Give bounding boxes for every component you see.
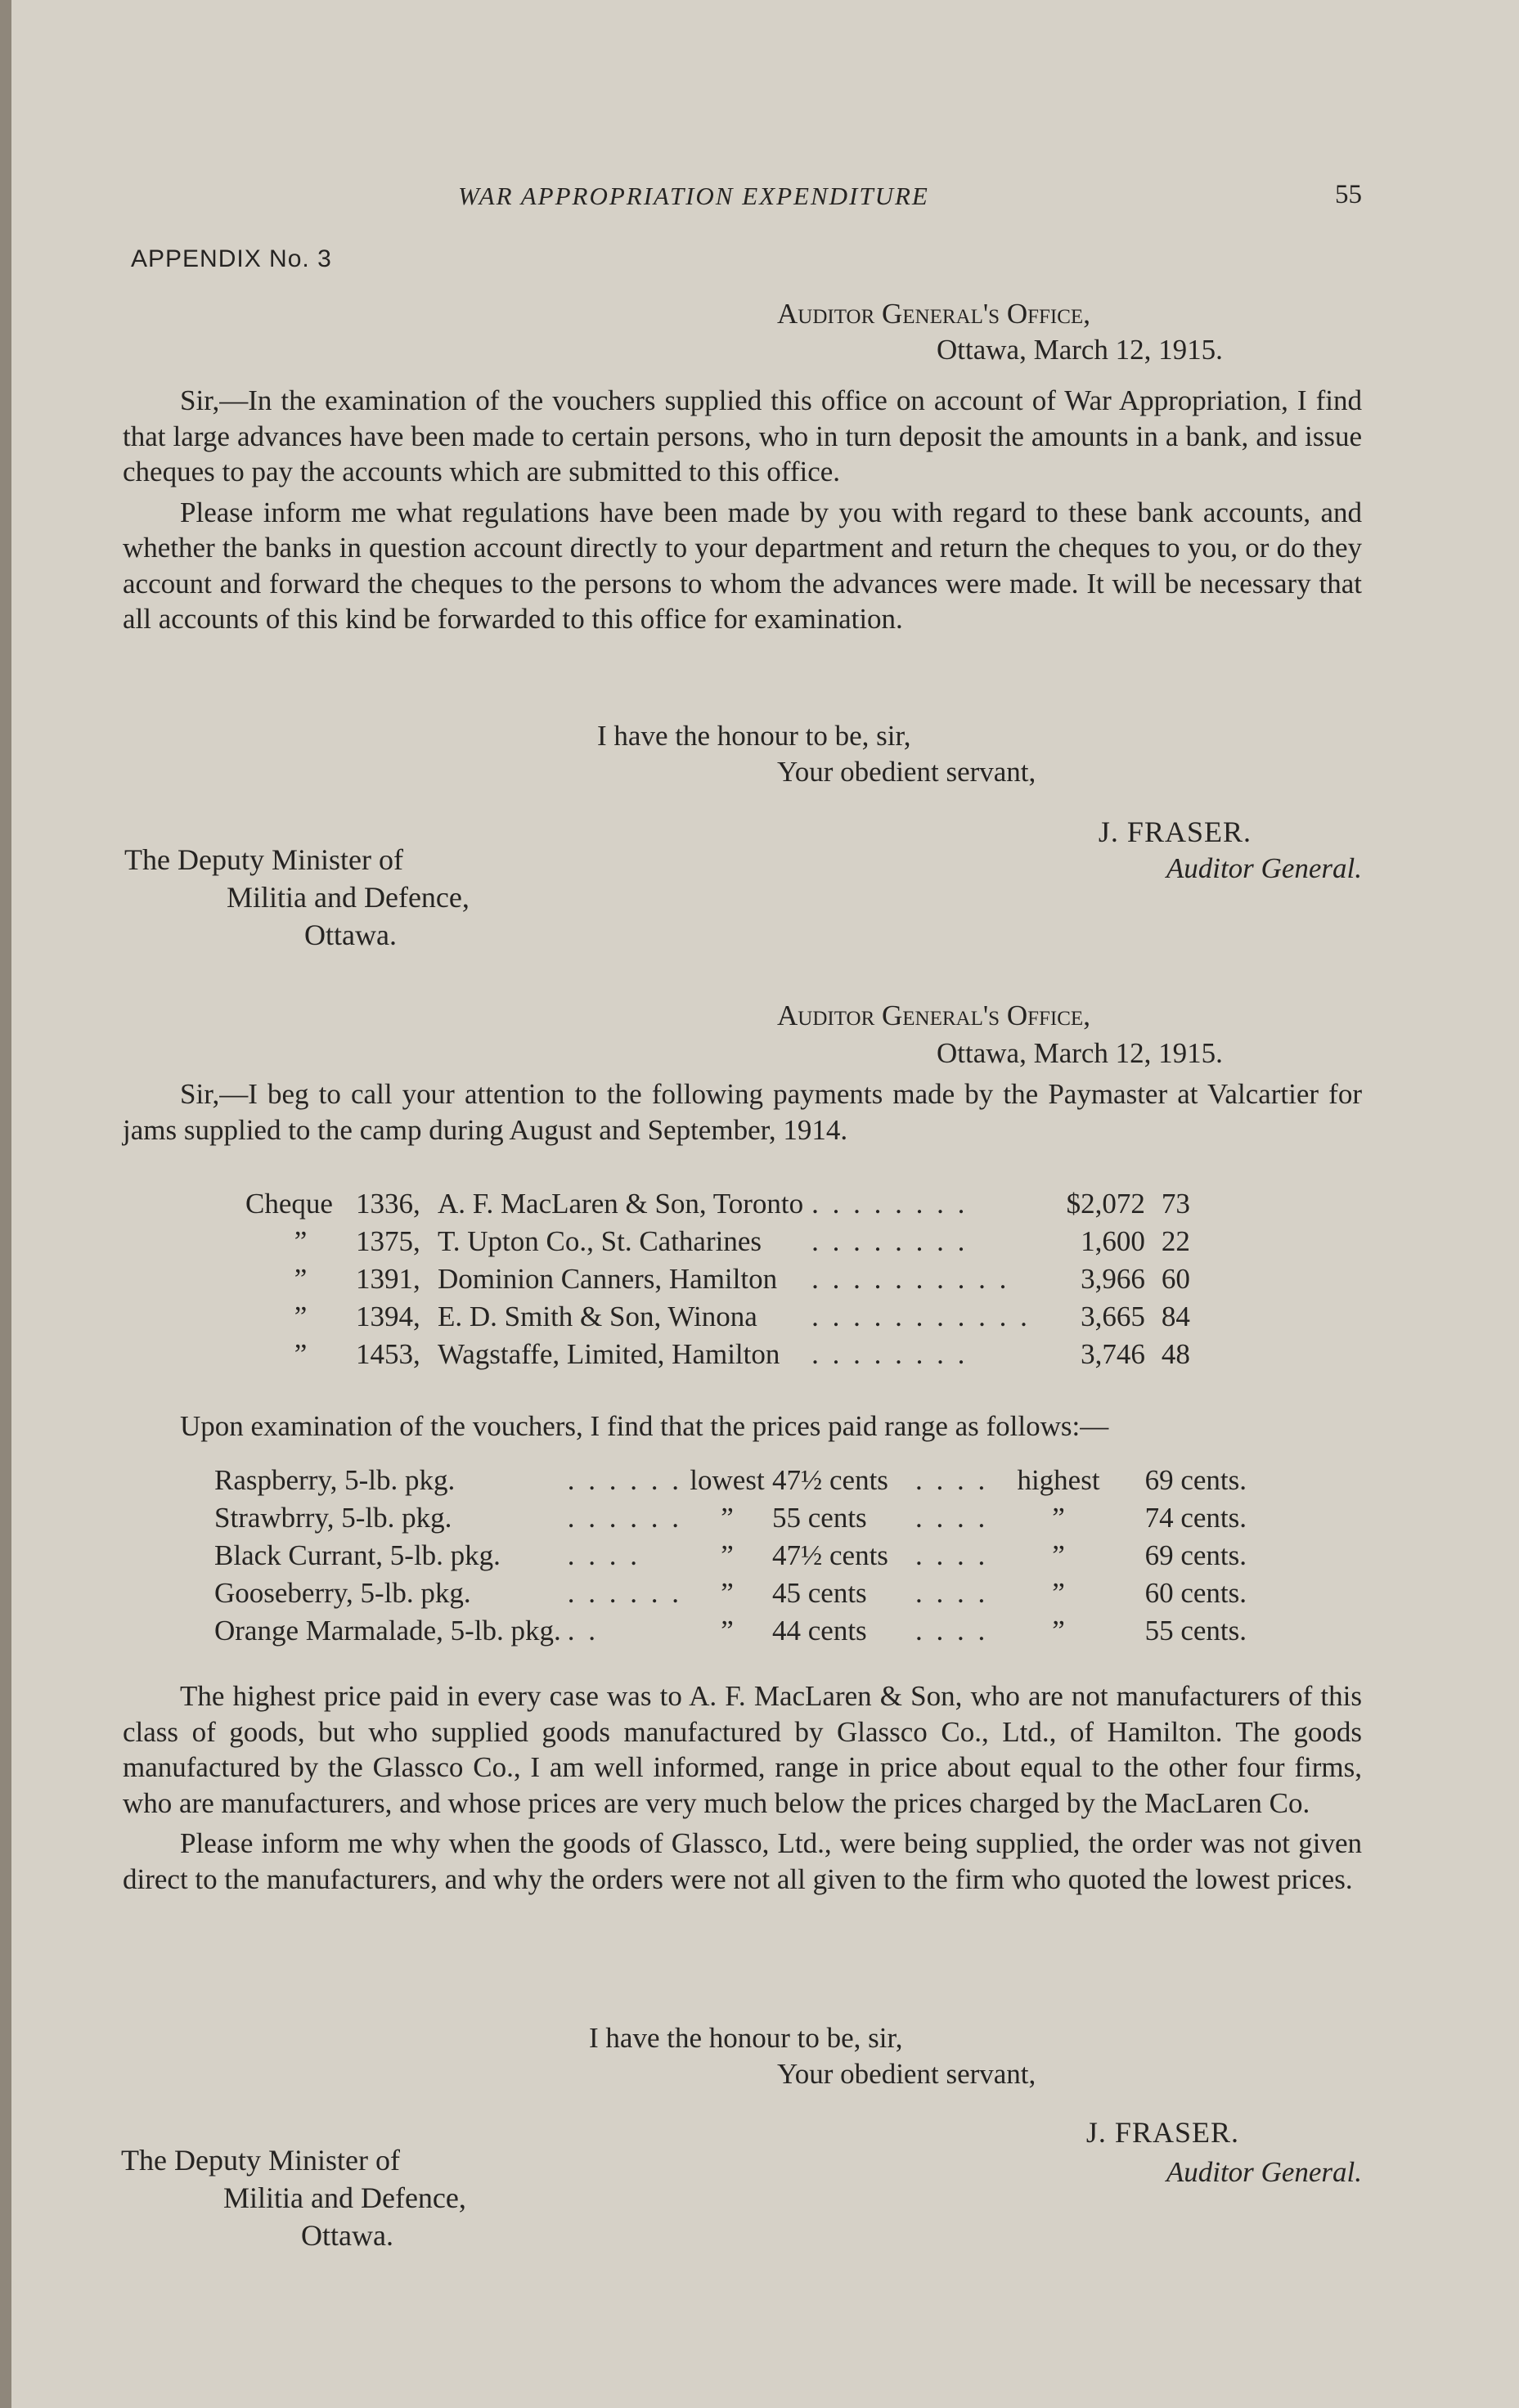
addressee-line: Militia and Defence, [223, 2181, 466, 2214]
price-row [214, 1502, 1247, 1539]
letter2-body [123, 1678, 1362, 1897]
high-price: 69 cents. [1144, 1464, 1247, 1496]
high-label: ” [1052, 1502, 1065, 1534]
price-row [214, 1615, 1247, 1652]
low-label: ” [721, 1502, 734, 1534]
dot-leader: . . . . [915, 1615, 989, 1647]
cheque-amount: 1,600 [1081, 1225, 1145, 1257]
high-price: 74 cents. [1144, 1502, 1247, 1534]
high-label: highest [1017, 1464, 1100, 1496]
letter2-closing-line: I have the honour to be, sir, [589, 2022, 903, 2054]
letter1-closing-line: Your obedient servant, [777, 756, 1036, 788]
price-table [214, 1464, 1247, 1652]
cheque-amount: 3,966 [1081, 1263, 1145, 1295]
low-label: lowest [690, 1464, 765, 1496]
letter2-office: Auditor General's Office, [777, 1000, 1090, 1031]
high-price: 69 cents. [1144, 1539, 1247, 1571]
cheque-table [245, 1188, 1190, 1376]
dot-leader: . . . . [915, 1539, 989, 1571]
price-item: Black Currant, 5-lb. pkg. [214, 1539, 501, 1571]
cheque-row [245, 1263, 1190, 1301]
letter1-paragraph: Sir,—In the examination of the vouchers supplied this office on account of War Appropriation, I find that large advances have been made to certain persons, who in turn deposit the amounts in a bank, and issue cheques to pay the accounts which are submitted to this office. [123, 384, 1362, 487]
low-label: ” [721, 1539, 734, 1571]
price-item: Orange Marmalade, 5-lb. pkg. [214, 1615, 561, 1647]
high-label: ” [1052, 1615, 1065, 1647]
dot-leader: . . . . . . . . [811, 1188, 968, 1220]
letter2-place-date: Ottawa, March 12, 1915. [937, 1037, 1223, 1069]
cheque-number: 1394, [356, 1301, 420, 1332]
high-price: 55 cents. [1144, 1615, 1247, 1647]
price-row [214, 1464, 1247, 1502]
letter1-place-date: Ottawa, March 12, 1915. [937, 334, 1223, 366]
cheque-payee: Dominion Canners, Hamilton [438, 1263, 778, 1295]
high-label: ” [1052, 1577, 1065, 1609]
price-item: Raspberry, 5-lb. pkg. [214, 1464, 456, 1496]
letter1-signature-title: Auditor General. [1166, 852, 1362, 884]
cheque-cents: 84 [1161, 1301, 1190, 1332]
cheque-row [245, 1338, 1190, 1376]
dot-leader: . . . . [915, 1502, 989, 1534]
price-item: Gooseberry, 5-lb. pkg. [214, 1577, 471, 1609]
cheque-prefix: ” [294, 1338, 308, 1370]
low-price: 47½ cents [772, 1464, 888, 1496]
dot-leader: . . . . . . . . [811, 1225, 968, 1257]
low-price: 55 cents [772, 1502, 867, 1534]
low-label: ” [721, 1577, 734, 1609]
letter2-closing-line: Your obedient servant, [777, 2058, 1036, 2090]
cheque-cents: 22 [1161, 1225, 1190, 1257]
letter2-addressee [121, 2141, 466, 2254]
letter1-addressee [124, 841, 470, 954]
cheque-amount: 3,746 [1081, 1338, 1145, 1370]
letter1-closing-line: I have the honour to be, sir, [597, 720, 911, 752]
cheque-number: 1375, [356, 1225, 420, 1257]
cheque-number: 1453, [356, 1338, 420, 1370]
letter2-signature-title: Auditor General. [1166, 2156, 1362, 2188]
cheque-row [245, 1225, 1190, 1263]
cheque-prefix: ” [294, 1225, 308, 1257]
cheque-row [245, 1188, 1190, 1225]
cheque-amount: 3,665 [1081, 1301, 1145, 1332]
running-head: WAR APPROPRIATION EXPENDITURE [458, 182, 929, 210]
appendix-label: APPENDIX No. 3 [131, 245, 332, 272]
cheque-payee: E. D. Smith & Son, Winona [438, 1301, 757, 1332]
cheque-row [245, 1301, 1190, 1338]
low-price: 45 cents [772, 1577, 867, 1609]
low-label: ” [721, 1615, 734, 1647]
dot-leader: . . . . [915, 1577, 989, 1609]
letter2-paragraph: The highest price paid in every case was to A. F. MacLaren & Son, who are not manufacturers of this class of goods, but who supplied goods manufactured by Glassco Co., Ltd., of Hamilton. The goods manufactured by the Glassco Co., I am well informed, range in price about equal to the other four firms, who are manufacturers, and whose prices are very much below the prices charged by the MacLaren Co. [123, 1680, 1362, 1819]
cheque-prefix: ” [294, 1263, 308, 1295]
low-price: 47½ cents [772, 1539, 888, 1571]
high-price: 60 cents. [1144, 1577, 1247, 1609]
cheque-amount: $2,072 [1066, 1188, 1145, 1220]
addressee-line: Ottawa. [301, 2219, 393, 2252]
letter1-body [123, 383, 1362, 637]
cheque-prefix: Cheque [245, 1188, 333, 1220]
dot-leader: . . . . . . [567, 1502, 682, 1534]
cheque-cents: 60 [1161, 1263, 1190, 1295]
dot-leader: . . . . . . [567, 1577, 682, 1609]
addressee-line: The Deputy Minister of [121, 2144, 400, 2177]
letter2-paragraph: Please inform me why when the goods of Glassco, Ltd., were being supplied, the order was not given direct to the manufacturers, and why the orders were not all given to the firm who quoted the lowest prices. [123, 1827, 1362, 1895]
cheque-number: 1336, [356, 1188, 420, 1220]
cheque-number: 1391, [356, 1263, 420, 1295]
letter2-intro: Sir,—I beg to call your attention to the following payments made by the Paymaster at Valcartier for jams supplied to the camp during August and September, 1914. [123, 1078, 1362, 1146]
letter1-paragraph: Please inform me what regulations have been made by you with regard to these bank accounts, and whether the banks in question account directly to your department and return the cheques to you, or do they account and forward the cheques to the persons to whom the advances were made. It will be necessary that all accounts of this kind be forwarded to this office for examination. [123, 496, 1362, 635]
dot-leader: . . . . . . . . . . . [811, 1301, 1031, 1332]
page-number: 55 [1335, 180, 1362, 209]
cheque-payee: Wagstaffe, Limited, Hamilton [438, 1338, 780, 1370]
letter1-office: Auditor General's Office, [777, 298, 1090, 330]
dot-leader: . . [567, 1615, 599, 1647]
addressee-line: Ottawa. [304, 919, 397, 951]
price-item: Strawbrry, 5-lb. pkg. [214, 1502, 452, 1534]
dot-leader: . . . . . . . . [811, 1338, 968, 1370]
cheque-cents: 73 [1161, 1188, 1190, 1220]
prices-intro: Upon examination of the vouchers, I find that the prices paid range as follows:— [180, 1410, 1109, 1442]
price-row [214, 1539, 1247, 1577]
dot-leader: . . . . . . . . . . [811, 1263, 1010, 1295]
letter2-signature: J. FRASER. [1085, 2116, 1239, 2149]
cheque-prefix: ” [294, 1301, 308, 1332]
letter1-signature: J. FRASER. [1098, 815, 1252, 848]
addressee-line: The Deputy Minister of [124, 843, 403, 876]
dot-leader: . . . . [915, 1464, 989, 1496]
cheque-payee: T. Upton Co., St. Catharines [438, 1225, 762, 1257]
low-price: 44 cents [772, 1615, 867, 1647]
dot-leader: . . . . [567, 1539, 640, 1571]
cheque-payee: A. F. MacLaren & Son, Toronto [438, 1188, 804, 1220]
price-row [214, 1577, 1247, 1615]
cheque-cents: 48 [1161, 1338, 1190, 1370]
addressee-line: Militia and Defence, [227, 881, 470, 914]
high-label: ” [1052, 1539, 1065, 1571]
dot-leader: . . . . . . [567, 1464, 682, 1496]
page-edge [0, 0, 11, 2408]
